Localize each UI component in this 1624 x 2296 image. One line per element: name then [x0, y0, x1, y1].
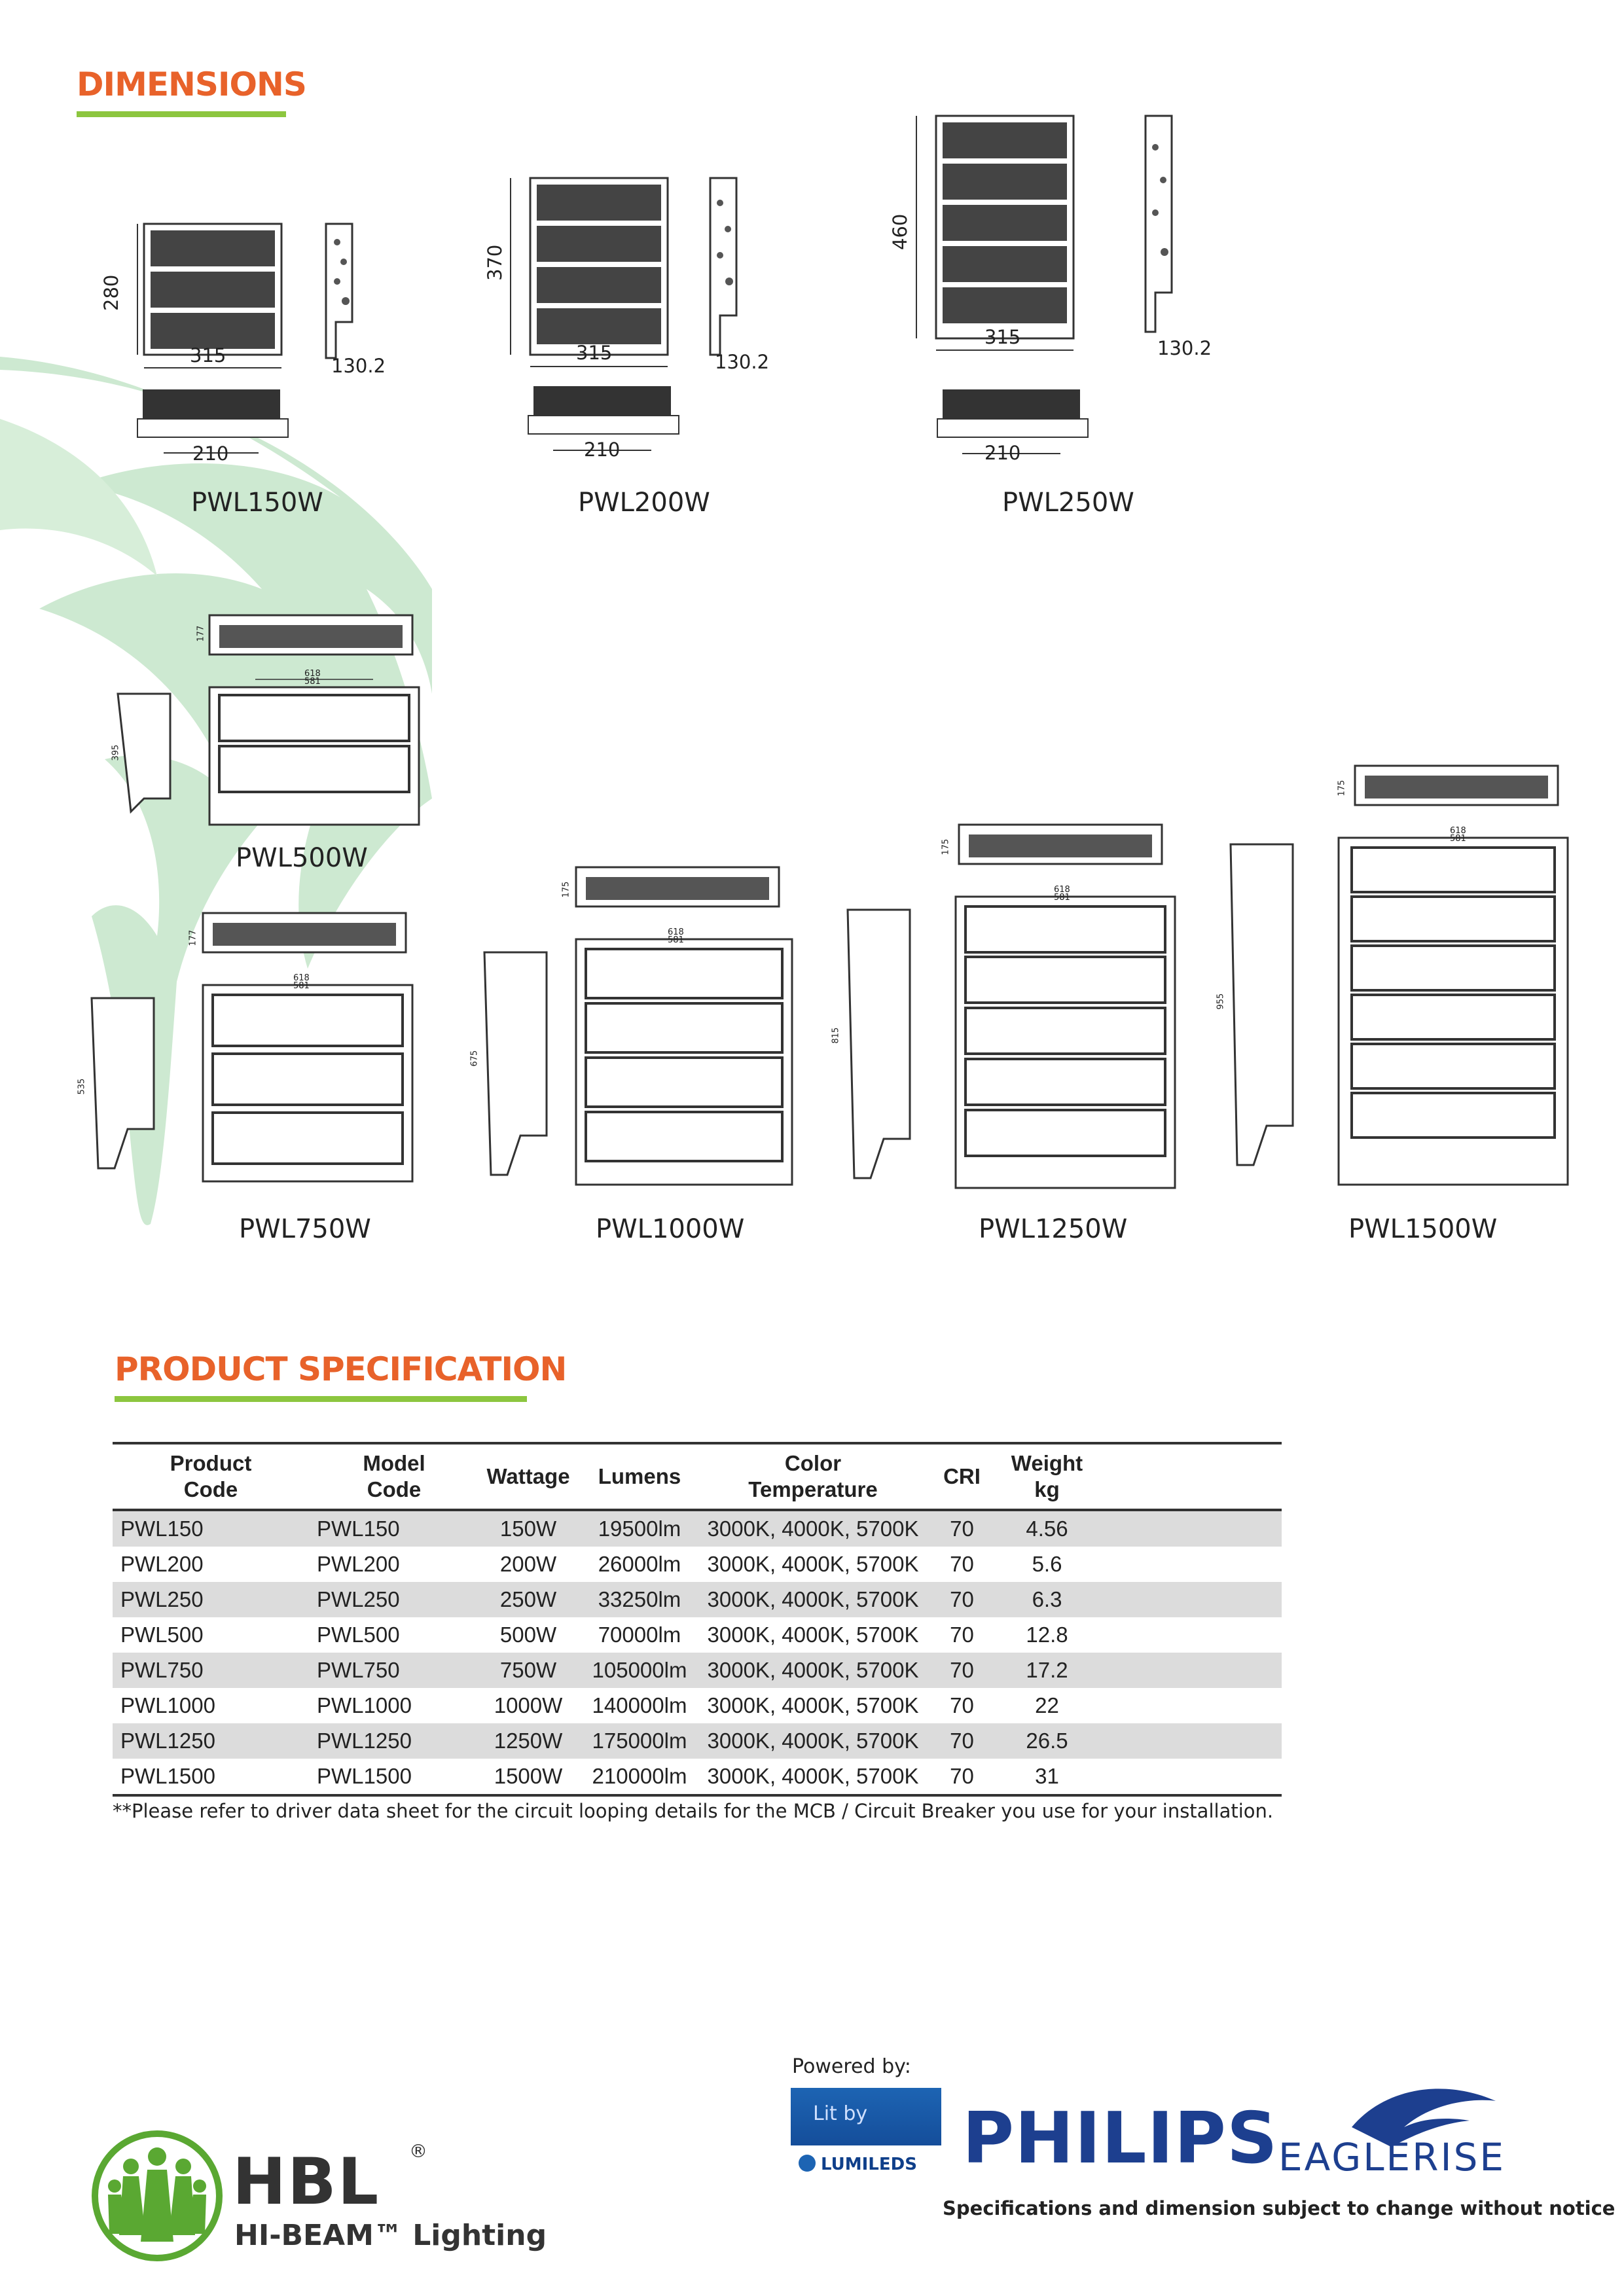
dim-top-height: 177 [196, 625, 206, 642]
cell-product-code: PWL200 [120, 1552, 204, 1576]
cell-wattage: 500W [499, 1623, 557, 1647]
lit-by-label: Lit by [813, 2102, 868, 2125]
drawing-pwl750w [72, 900, 439, 1201]
drawing-pwl1500w [1218, 753, 1584, 1198]
hbl-registered-mark: ® [409, 2140, 427, 2162]
cell-color-temperature: 3000K, 4000K, 5700K [702, 1510, 924, 1547]
cell-weight: 4.56 [1000, 1510, 1094, 1547]
dim-bottom-width: 210 [584, 439, 621, 461]
dimensions-heading: DIMENSIONS [77, 65, 306, 103]
dim-bottom-width: 210 [984, 442, 1021, 464]
cell-cri: 70 [950, 1693, 974, 1717]
table-header-row [113, 1443, 1282, 1510]
model-label-pwl500w: PWL500W [236, 843, 368, 873]
cell-model-code: PWL1250 [309, 1723, 479, 1759]
cell-wattage: 250W [479, 1582, 577, 1617]
cell-spacer [1094, 1688, 1282, 1723]
cell-color-temperature: 3000K, 4000K, 5700K [702, 1582, 924, 1617]
dim-height: 370 [484, 244, 506, 281]
cell-weight: 17.2 [1000, 1653, 1094, 1688]
cell-lumens: 26000lm [598, 1552, 681, 1576]
header-wattage: Wattage [486, 1464, 570, 1488]
cell-model-code: PWL750 [309, 1653, 479, 1688]
table-row [113, 1653, 1282, 1688]
cell-product-code: PWL250 [113, 1582, 309, 1617]
cell-spacer [1094, 1510, 1282, 1547]
cell-product-code: PWL500 [120, 1623, 204, 1647]
cell-weight: 31 [1035, 1764, 1059, 1788]
cell-weight: 22 [1035, 1693, 1059, 1717]
dim-outer-width: 618 [293, 973, 310, 983]
cell-lumens: 105000lm [577, 1653, 702, 1688]
model-label-pwl1000w: PWL1000W [596, 1214, 745, 1244]
dim-width: 315 [984, 326, 1021, 348]
model-label-pwl150w: PWL150W [191, 488, 323, 518]
header-cri: CRI [943, 1464, 981, 1488]
cell-wattage: 1250W [479, 1723, 577, 1759]
cell-spacer [1094, 1582, 1282, 1617]
dim-inner-width: 581 [668, 935, 684, 945]
table-row [113, 1582, 1282, 1617]
powered-by-label: Powered by: [792, 2055, 911, 2078]
dim-side-height: 675 [469, 1050, 480, 1067]
lumileds-dot-icon [799, 2155, 816, 2172]
philips-logo: PHILIPS [962, 2098, 1278, 2179]
cell-cri: 70 [924, 1653, 1000, 1688]
disclaimer: Specifications and dimension subject to change without notice [943, 2197, 1615, 2219]
cell-product-code: PWL1500 [120, 1764, 215, 1788]
cell-model-code: PWL200 [317, 1552, 400, 1576]
cell-spacer [1094, 1723, 1282, 1759]
dim-side-height: 815 [831, 1027, 841, 1044]
cell-model-code: PWL1000 [317, 1693, 412, 1717]
drawing-pwl200w [484, 170, 799, 478]
cell-color-temperature: 3000K, 4000K, 5700K [707, 1623, 919, 1647]
eaglerise-logo [1273, 2081, 1548, 2186]
hbl-wordmark: HBL [232, 2145, 380, 2219]
cell-spacer [1094, 1759, 1282, 1795]
table-row [113, 1723, 1282, 1759]
cell-weight: 5.6 [1032, 1552, 1062, 1576]
dim-width: 315 [190, 344, 226, 367]
cell-wattage: 200W [499, 1552, 557, 1576]
cell-lumens: 140000lm [592, 1693, 687, 1717]
dim-depth: 130.2 [715, 351, 770, 373]
cell-cri: 70 [950, 1764, 974, 1788]
header-color-temperature: Color Temperature [748, 1451, 878, 1501]
cell-lumens: 19500lm [577, 1510, 702, 1547]
hbl-people-icon [92, 2130, 223, 2261]
dim-top-height: 175 [561, 881, 571, 898]
cell-weight: 26.5 [1000, 1723, 1094, 1759]
spec-heading: PRODUCT SPECIFICATION [115, 1350, 567, 1388]
cell-lumens: 210000lm [592, 1764, 687, 1788]
cell-weight: 12.8 [1026, 1623, 1068, 1647]
header-spacer [1094, 1443, 1282, 1510]
table-row [113, 1688, 1282, 1723]
table-row [113, 1617, 1282, 1653]
dim-top-height: 175 [941, 838, 951, 855]
lumileds-logo [791, 2088, 941, 2183]
spec-underline [115, 1396, 527, 1402]
dim-inner-width: 581 [293, 981, 310, 991]
dim-outer-width: 618 [668, 927, 684, 937]
dim-bottom-width: 210 [192, 442, 229, 465]
table-row [113, 1547, 1282, 1582]
drawing-pwl1000w [471, 854, 812, 1194]
header-lumens: Lumens [598, 1464, 681, 1488]
dim-width: 315 [576, 342, 613, 364]
dim-inner-width: 581 [1450, 834, 1466, 844]
model-label-pwl200w: PWL200W [578, 488, 710, 518]
cell-lumens: 33250lm [577, 1582, 702, 1617]
cell-spacer [1094, 1653, 1282, 1688]
cell-color-temperature: 3000K, 4000K, 5700K [707, 1764, 919, 1788]
cell-spacer [1094, 1547, 1282, 1582]
drawing-pwl250w [877, 108, 1244, 481]
eaglerise-label: EAGLERISE [1278, 2135, 1506, 2179]
cell-product-code: PWL1250 [113, 1723, 309, 1759]
model-label-pwl750w: PWL750W [239, 1214, 371, 1244]
cell-model-code: PWL150 [309, 1510, 479, 1547]
cell-cri: 70 [924, 1723, 1000, 1759]
cell-product-code: PWL150 [113, 1510, 309, 1547]
cell-wattage: 150W [479, 1510, 577, 1547]
cell-cri: 70 [950, 1623, 974, 1647]
cell-cri: 70 [924, 1582, 1000, 1617]
spec-table [113, 1442, 1282, 1797]
drawing-pwl500w [111, 602, 425, 838]
table-row [113, 1510, 1282, 1547]
cell-wattage: 1500W [494, 1764, 563, 1788]
lumileds-label: LUMILEDS [821, 2155, 917, 2174]
cell-spacer [1094, 1617, 1282, 1653]
dim-height: 460 [889, 213, 911, 250]
dimensions-underline [77, 111, 286, 117]
dim-inner-width: 581 [1054, 893, 1070, 903]
dim-top-height: 177 [188, 929, 198, 946]
dim-side-height: 955 [1216, 993, 1226, 1010]
dim-outer-width: 618 [1450, 826, 1466, 836]
cell-model-code: PWL1500 [317, 1764, 412, 1788]
dim-side-height: 395 [111, 744, 121, 761]
cell-lumens: 70000lm [598, 1623, 681, 1647]
dim-inner-width: 581 [304, 677, 321, 687]
table-row [113, 1759, 1282, 1795]
cell-model-code: PWL250 [309, 1582, 479, 1617]
dim-height: 280 [100, 274, 122, 311]
cell-product-code: PWL1000 [120, 1693, 215, 1717]
cell-model-code: PWL500 [317, 1623, 400, 1647]
dim-depth: 130.2 [331, 355, 386, 377]
hbl-logo [92, 2130, 550, 2261]
cell-weight: 6.3 [1000, 1582, 1094, 1617]
header-weight: Weight kg [1011, 1451, 1083, 1501]
model-label-pwl250w: PWL250W [1002, 488, 1134, 518]
cell-product-code: PWL750 [113, 1653, 309, 1688]
hbl-subtitle: HI-BEAM™ Lighting [234, 2219, 547, 2252]
cell-cri: 70 [924, 1510, 1000, 1547]
cell-lumens: 175000lm [577, 1723, 702, 1759]
dim-outer-width: 618 [1054, 885, 1070, 895]
dim-depth: 130.2 [1157, 337, 1212, 359]
header-product-code: Product Code [170, 1451, 252, 1501]
dim-outer-width: 618 [304, 669, 321, 679]
dim-side-height: 535 [77, 1078, 87, 1095]
header-model-code: Model Code [363, 1451, 425, 1501]
dim-top-height: 175 [1337, 780, 1347, 797]
cell-color-temperature: 3000K, 4000K, 5700K [707, 1552, 919, 1576]
cell-color-temperature: 3000K, 4000K, 5700K [707, 1693, 919, 1717]
cell-color-temperature: 3000K, 4000K, 5700K [702, 1653, 924, 1688]
cell-wattage: 750W [479, 1653, 577, 1688]
model-label-pwl1250w: PWL1250W [979, 1214, 1128, 1244]
cell-cri: 70 [950, 1552, 974, 1576]
footnote: **Please refer to driver data sheet for the circuit looping details for the MCB / Circuit Breaker you use for your installation. [113, 1800, 1274, 1822]
drawing-pwl1250w [831, 812, 1185, 1198]
model-label-pwl1500w: PWL1500W [1348, 1214, 1498, 1244]
drawing-pwl150w [92, 216, 393, 491]
cell-wattage: 1000W [494, 1693, 563, 1717]
cell-color-temperature: 3000K, 4000K, 5700K [702, 1723, 924, 1759]
